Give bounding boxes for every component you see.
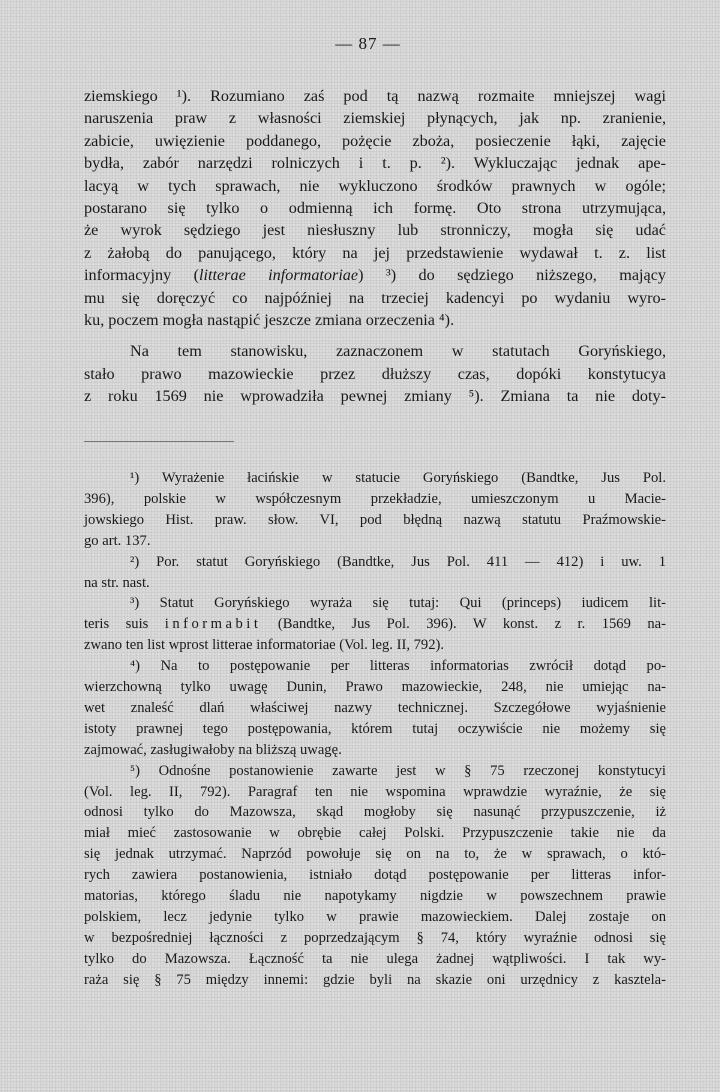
footnote-line: ⁴) Na to postępowanie per litteras informatorias zwrócił dotąd po- <box>130 658 666 675</box>
body-line: z roku 1569 nie wprowadziła pewnej zmiany ⁵). Zmiana ta nie doty- <box>84 387 666 406</box>
body-line: postarano się tylko o odmienną ich formę. Oto strona utrzymująca, <box>84 199 666 217</box>
italic-text: litterae informatoriae <box>199 266 359 285</box>
footnote-line: tylko do Mazowsza. Łączność ta nie ulega żadnej wątpliwości. I tak wy- <box>84 950 666 967</box>
footnote-line: się jednak utrzymać. Naprzód powołuje się on na to, że w sprawach, o któ- <box>84 846 666 863</box>
body-line: ku, poczem mogła nastąpić jeszcze zmiana orzeczenia ⁴). <box>84 311 455 329</box>
footnote-line: ²) Por. statut Goryńskiego (Bandtke, Jus Pol. 411 — 412) i uw. 1 <box>130 553 666 570</box>
body-line: zabicie, uwięzienie poddanego, pożęcie zboża, posieczenie łąki, zajęcie <box>84 131 666 150</box>
footnote-line: 396), polskie w współczesnym przekładzie, umieszczonym u Macie- <box>84 490 666 507</box>
footnote-line: wierzchowną tylko uwagę Dunin, Prawo mazowieckie, 248, nie umiejąc na- <box>84 679 666 695</box>
body-line <box>84 264 666 286</box>
footnote-line: raża się § 75 między innemi: gdzie byli na skazie oni urzędnicy z kasztela- <box>84 971 666 988</box>
body-line: lacyą w tych sprawach, nie wykluczono środków prawnych w ogóle; <box>84 176 666 195</box>
footnote-line: w bezpośredniej łączności z poprzedzającym § 74, który wyraźnie odnosi się <box>84 929 666 946</box>
footnote-line: rych zawiera postanowienia, istniało dotąd postępowanie per litteras infor- <box>84 867 666 884</box>
body-line: stało prawo mazowieckie przez dłuższy czas, dopóki konstytucya <box>84 364 666 383</box>
footnote-line: jowskiego Hist. praw. słow. VI, pod błędną nazwą statutu Praźmowskie- <box>84 511 666 528</box>
footnote-line: matorias, którego śladu nie napotykamy nigdzie w powszechnem prawie <box>84 888 666 904</box>
footnote-line: ⁵) Odnośne postanowienie zawarte jest w § 75 rzeczonej konstytucyi <box>130 762 666 779</box>
footnote-line: go art. 137. <box>84 532 151 549</box>
footnote-line: (Vol. leg. II, 792). Paragraf ten nie wspomina wprawdzie wyraźnie, że się <box>84 783 666 800</box>
footnote-line: ³) Statut Goryńskiego wyraża się tutaj: Qui (princeps) iudicem lit- <box>130 595 666 612</box>
footnote-line: odnosi tylko do Mazowsza, skąd mogłoby się nasunąć przypuszczenie, iż <box>84 804 666 821</box>
body-line: że wyrok sędziego jest niesłuszny lub stronniczy, mogła się udać <box>84 221 666 240</box>
footnote-line: ¹) Wyrażenie łacińskie w statucie Goryńskiego (Bandtke, Jus Pol. <box>130 470 666 486</box>
text-segment: informacyjny ( <box>84 266 199 285</box>
body-line: z żałobą do panującego, który na jej przedstawienie wydawał t. z. list <box>84 243 666 262</box>
body-line: ziemskiego ¹). Rozumiano zaś pod tą nazwą rozmaite mniejszej wagi <box>84 87 666 105</box>
footnote-line: polskiem, lecz jedynie tylko w prawie mazowieckiem. Dalej zostaje on <box>84 908 666 925</box>
page-number: — 87 — <box>335 34 401 53</box>
footnote-line <box>84 614 666 634</box>
footnote-separator <box>84 441 234 442</box>
footnote-line: istoty prawnej tego postępowania, którem tutaj oczywiście nie możemy się <box>84 720 666 737</box>
text-segment: teris suis <box>84 616 165 633</box>
footnote-line: wet znaleść dlań właściwej nazwy technicznej. Szczegółowe wyjaśnienie <box>84 699 666 716</box>
footnote-line: zajmować, zasługiwałoby na bliższą uwagę. <box>84 741 342 758</box>
footnote-line: miał mieć zastosowanie w obrębie całej Polski. Przypuszczenie takie nie da <box>84 825 666 842</box>
text-segment: (Bandtke, Jus Pol. 396). W konst. z r. 1569 na- <box>261 616 666 633</box>
body-line: mu się doręczyć co najpóźniej na trzeciej kadencyi po wydaniu wyro- <box>84 288 666 307</box>
footnote-line: na str. nast. <box>84 574 150 591</box>
text-segment: ) ³) do sędziego niższego, mający <box>358 266 666 285</box>
body-line: Na tem stanowisku, zaznaczonem w statutach Goryńskiego, <box>130 342 666 361</box>
footnote-line: zwano ten list wprost litterae informatoriae (Vol. leg. II, 792). <box>84 637 445 654</box>
body-line: naruszenia praw z własności ziemskiej płynących, jak np. zranienie, <box>84 109 666 128</box>
body-line: bydła, zabór narzędzi rolniczych i t. p. ²). Wykluczając jednak ape- <box>84 154 666 173</box>
spaced-text: informabit <box>164 616 262 633</box>
